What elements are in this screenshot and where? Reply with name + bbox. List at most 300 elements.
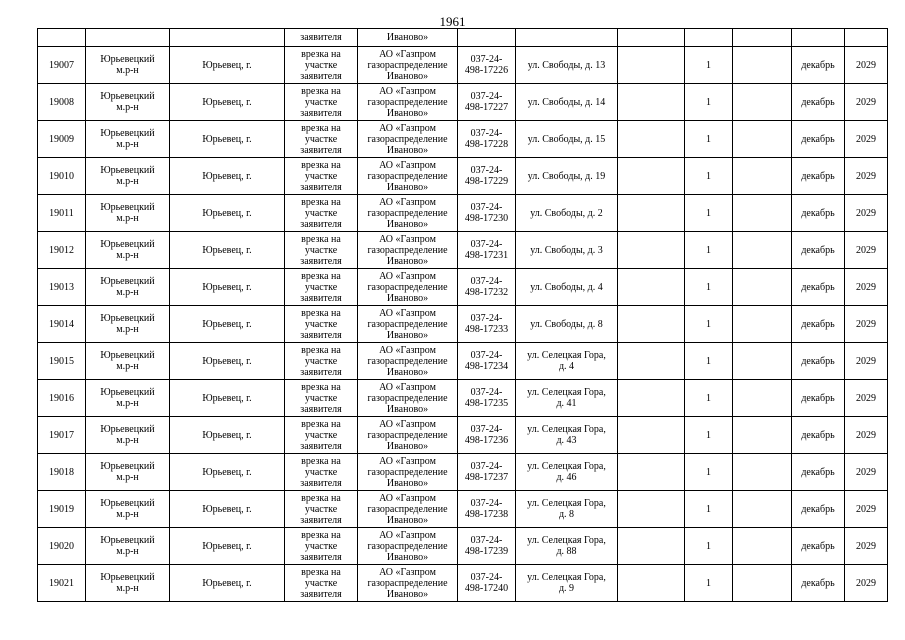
page-number: 1961 (439, 14, 466, 29)
cell-organization-text: АО «Газпром газораспределение Иваново» (367, 196, 448, 230)
cell-settlement-text: Юрьевец, г. (202, 577, 252, 589)
cell-district (86, 269, 170, 306)
cell-month (792, 158, 845, 195)
cell-method-text: врезка на участке заявителя (300, 418, 342, 452)
cell-year-text: 2029 (856, 355, 876, 367)
cell-blank-b (733, 232, 792, 269)
cell-count (685, 343, 733, 380)
cell-id (38, 195, 86, 232)
cell-code-text: 037-24- 498-17235 (464, 387, 509, 409)
cell-organization (358, 84, 458, 121)
cell-month (792, 306, 845, 343)
cell-code-text: 037-24- 498-17232 (464, 276, 509, 298)
cell-method (285, 195, 358, 232)
cell-district-text: Юрьевецкий м.р-н (100, 313, 155, 335)
cell-code-text: 037-24- 498-17229 (464, 165, 509, 187)
cell-code-text: 037-24- 498-17237 (464, 461, 509, 483)
cell-settlement-text: Юрьевец, г. (202, 133, 252, 145)
cell-code-text: 037-24- 498-17231 (464, 239, 509, 261)
cell-method (285, 121, 358, 158)
cell-count-text: 1 (706, 540, 711, 552)
cell-district (86, 195, 170, 232)
cell-id (38, 528, 86, 565)
cell-settlement-text: Юрьевец, г. (202, 429, 252, 441)
cell-blank-a (618, 565, 685, 602)
cell-year (845, 269, 888, 306)
table-row (38, 84, 888, 121)
cell-organization (358, 565, 458, 602)
cell-month-text: декабрь (801, 466, 835, 478)
cell-id-text: 19020 (49, 540, 74, 552)
cell-organization (358, 195, 458, 232)
table-row (38, 269, 888, 306)
cell-settlement (170, 528, 285, 565)
cell-count-text: 1 (706, 281, 711, 293)
cell-code (458, 29, 516, 47)
cell-address-text: ул. Свободы, д. 4 (530, 281, 603, 293)
cell-blank-b (733, 47, 792, 84)
cell-address-text: ул. Свободы, д. 19 (527, 170, 606, 182)
cell-month-text: декабрь (801, 503, 835, 515)
table-row (38, 232, 888, 269)
cell-district-text: Юрьевецкий м.р-н (100, 535, 155, 557)
cell-count (685, 454, 733, 491)
cell-organization-text: АО «Газпром газораспределение Иваново» (367, 307, 448, 341)
cell-organization-text: АО «Газпром газораспределение Иваново» (367, 233, 448, 267)
cell-district-text: Юрьевецкий м.р-н (100, 387, 155, 409)
cell-address (516, 195, 618, 232)
cell-method-text: врезка на участке заявителя (300, 196, 342, 230)
cell-blank-b (733, 380, 792, 417)
cell-year-text: 2029 (856, 318, 876, 330)
cell-settlement-text: Юрьевец, г. (202, 540, 252, 552)
table-row (38, 158, 888, 195)
cell-blank-b (733, 491, 792, 528)
cell-month-text: декабрь (801, 318, 835, 330)
cell-blank-a (618, 195, 685, 232)
cell-month (792, 565, 845, 602)
cell-address (516, 565, 618, 602)
cell-year (845, 491, 888, 528)
cell-method-text: врезка на участке заявителя (300, 307, 342, 341)
cell-month (792, 195, 845, 232)
cell-method (285, 306, 358, 343)
cell-code (458, 491, 516, 528)
cell-count-text: 1 (706, 133, 711, 145)
cell-organization-text: АО «Газпром газораспределение Иваново» (367, 529, 448, 563)
cell-blank-a (618, 343, 685, 380)
cell-count (685, 417, 733, 454)
cell-organization-text: АО «Газпром газораспределение Иваново» (367, 48, 448, 82)
cell-district (86, 380, 170, 417)
cell-id (38, 269, 86, 306)
cell-address (516, 380, 618, 417)
cell-organization-text: АО «Газпром газораспределение Иваново» (367, 344, 448, 378)
cell-blank-b (733, 306, 792, 343)
cell-method (285, 158, 358, 195)
cell-method (285, 84, 358, 121)
cell-year-text: 2029 (856, 392, 876, 404)
cell-code (458, 195, 516, 232)
cell-code (458, 380, 516, 417)
cell-district-text: Юрьевецкий м.р-н (100, 54, 155, 76)
cell-address-text: ул. Селецкая Гора, д. 46 (527, 461, 606, 483)
table-row (38, 454, 888, 491)
cell-code-text: 037-24- 498-17236 (464, 424, 509, 446)
cell-district (86, 158, 170, 195)
cell-month (792, 29, 845, 47)
table-row (38, 121, 888, 158)
cell-code-text: 037-24- 498-17230 (464, 202, 509, 224)
cell-district (86, 565, 170, 602)
cell-address (516, 491, 618, 528)
cell-year (845, 84, 888, 121)
cell-year-text: 2029 (856, 466, 876, 478)
cell-id (38, 306, 86, 343)
cell-address (516, 84, 618, 121)
cell-settlement-text: Юрьевец, г. (202, 392, 252, 404)
cell-organization-text: АО «Газпром газораспределение Иваново» (367, 381, 448, 415)
cell-method-text: врезка на участке заявителя (300, 48, 342, 82)
table-row (38, 306, 888, 343)
cell-year (845, 306, 888, 343)
cell-id (38, 232, 86, 269)
cell-year (845, 29, 888, 47)
cell-district (86, 47, 170, 84)
cell-year (845, 565, 888, 602)
cell-count-text: 1 (706, 170, 711, 182)
cell-organization (358, 47, 458, 84)
cell-method (285, 232, 358, 269)
cell-district (86, 454, 170, 491)
cell-settlement-text: Юрьевец, г. (202, 318, 252, 330)
cell-count (685, 565, 733, 602)
table-row (38, 343, 888, 380)
cell-organization (358, 417, 458, 454)
cell-year (845, 195, 888, 232)
cell-blank-a (618, 121, 685, 158)
cell-organization (358, 528, 458, 565)
cell-year-text: 2029 (856, 244, 876, 256)
cell-address (516, 158, 618, 195)
cell-settlement (170, 454, 285, 491)
cell-organization (358, 121, 458, 158)
cell-month-text: декабрь (801, 207, 835, 219)
cell-blank-b (733, 121, 792, 158)
cell-id (38, 491, 86, 528)
cell-settlement (170, 417, 285, 454)
cell-year-text: 2029 (856, 170, 876, 182)
cell-year (845, 454, 888, 491)
cell-code-text: 037-24- 498-17227 (464, 91, 509, 113)
cell-code (458, 47, 516, 84)
cell-district-text: Юрьевецкий м.р-н (100, 461, 155, 483)
cell-year-text: 2029 (856, 429, 876, 441)
cell-method-text: врезка на участке заявителя (300, 85, 342, 119)
cell-id-text: 19011 (49, 207, 74, 219)
cell-month-text: декабрь (801, 133, 835, 145)
cell-count-text: 1 (706, 318, 711, 330)
cell-address-text: ул. Свободы, д. 13 (527, 59, 606, 71)
cell-count (685, 195, 733, 232)
cell-organization-text: АО «Газпром газораспределение Иваново» (367, 566, 448, 600)
cell-method-text: врезка на участке заявителя (300, 159, 342, 193)
cell-organization (358, 491, 458, 528)
cell-method: заявителя (285, 29, 358, 47)
cell-month-text: декабрь (801, 540, 835, 552)
table-row-continued (38, 29, 888, 47)
cell-count-text: 1 (706, 392, 711, 404)
cell-method-text: врезка на участке заявителя (300, 529, 342, 563)
cell-blank-b (733, 29, 792, 47)
cell-id (38, 380, 86, 417)
cell-blank-a (618, 29, 685, 47)
cell-settlement (170, 195, 285, 232)
cell-code (458, 417, 516, 454)
cell-month (792, 454, 845, 491)
cell-organization (358, 343, 458, 380)
cell-method-text: врезка на участке заявителя (300, 233, 342, 267)
cell-blank-a (618, 380, 685, 417)
cell-blank-b (733, 84, 792, 121)
cell-code-text: 037-24- 498-17239 (464, 535, 509, 557)
cell-address (516, 269, 618, 306)
cell-id-text: 19010 (49, 170, 74, 182)
cell-settlement-text: Юрьевец, г. (202, 207, 252, 219)
table-row (38, 565, 888, 602)
cell-code-text: 037-24- 498-17234 (464, 350, 509, 372)
cell-count (685, 29, 733, 47)
cell-count (685, 528, 733, 565)
cell-year-text: 2029 (856, 133, 876, 145)
cell-settlement (170, 47, 285, 84)
cell-method-text: врезка на участке заявителя (300, 566, 342, 600)
cell-id-text: 19014 (49, 318, 74, 330)
cell-code-text: 037-24- 498-17228 (464, 128, 509, 150)
cell-count (685, 306, 733, 343)
cell-settlement (170, 565, 285, 602)
cell-organization (358, 269, 458, 306)
cell-settlement-text: Юрьевец, г. (202, 244, 252, 256)
cell-method (285, 565, 358, 602)
cell-year-text: 2029 (856, 59, 876, 71)
cell-blank-b (733, 565, 792, 602)
cell-method (285, 269, 358, 306)
cell-method (285, 47, 358, 84)
cell-address-text: ул. Селецкая Гора, д. 9 (527, 572, 606, 594)
cell-code-text: 037-24- 498-17238 (464, 498, 509, 520)
cell-month-text: декабрь (801, 429, 835, 441)
cell-address-text: ул. Селецкая Гора, д. 8 (527, 498, 606, 520)
cell-blank-a (618, 417, 685, 454)
cell-month-text: декабрь (801, 244, 835, 256)
cell-month (792, 491, 845, 528)
table-body (38, 29, 888, 602)
cell-year (845, 343, 888, 380)
cell-blank-a (618, 269, 685, 306)
cell-method-text: врезка на участке заявителя (300, 381, 342, 415)
cell-blank-b (733, 343, 792, 380)
cell-organization (358, 454, 458, 491)
cell-organization-text: АО «Газпром газораспределение Иваново» (367, 418, 448, 452)
cell-settlement-text: Юрьевец, г. (202, 281, 252, 293)
cell-code (458, 565, 516, 602)
cell-method-text: врезка на участке заявителя (300, 492, 342, 526)
table-row (38, 417, 888, 454)
cell-organization (358, 232, 458, 269)
cell-month (792, 47, 845, 84)
cell-organization-text: АО «Газпром газораспределение Иваново» (367, 492, 448, 526)
cell-organization-text: АО «Газпром газораспределение Иваново» (367, 122, 448, 156)
cell-blank-b (733, 454, 792, 491)
cell-year (845, 121, 888, 158)
cell-blank-b (733, 528, 792, 565)
cell-month-text: декабрь (801, 96, 835, 108)
cell-blank-b (733, 158, 792, 195)
cell-id (38, 121, 86, 158)
cell-settlement (170, 158, 285, 195)
cell-address-text: ул. Свободы, д. 8 (530, 318, 603, 330)
cell-method (285, 380, 358, 417)
cell-settlement (170, 29, 285, 47)
cell-district-text: Юрьевецкий м.р-н (100, 202, 155, 224)
cell-district-text: Юрьевецкий м.р-н (100, 424, 155, 446)
cell-district (86, 84, 170, 121)
cell-district-text: Юрьевецкий м.р-н (100, 128, 155, 150)
cell-district-text: Юрьевецкий м.р-н (100, 498, 155, 520)
cell-settlement-text: Юрьевец, г. (202, 355, 252, 367)
cell-count-text: 1 (706, 59, 711, 71)
cell-id-text: 19016 (49, 392, 74, 404)
cell-district-text: Юрьевецкий м.р-н (100, 276, 155, 298)
cell-method (285, 417, 358, 454)
cell-blank-b (733, 269, 792, 306)
table-row (38, 195, 888, 232)
cell-count-text: 1 (706, 503, 711, 515)
cell-code (458, 158, 516, 195)
table-row (38, 47, 888, 84)
cell-blank-a (618, 454, 685, 491)
cell-id (38, 417, 86, 454)
cell-settlement-text: Юрьевец, г. (202, 59, 252, 71)
cell-id-text: 19012 (49, 244, 74, 256)
cell-district-text: Юрьевецкий м.р-н (100, 165, 155, 187)
cell-address (516, 232, 618, 269)
cell-settlement-text: Юрьевец, г. (202, 170, 252, 182)
cell-count-text: 1 (706, 244, 711, 256)
cell-district (86, 232, 170, 269)
cell-method-text: врезка на участке заявителя (300, 344, 342, 378)
cell-count (685, 84, 733, 121)
cell-district-text: Юрьевецкий м.р-н (100, 91, 155, 113)
cell-method-text: врезка на участке заявителя (300, 270, 342, 304)
cell-blank-a (618, 232, 685, 269)
cell-address (516, 528, 618, 565)
cell-id (38, 565, 86, 602)
cell-code (458, 343, 516, 380)
cell-blank-a (618, 158, 685, 195)
cell-id-text: 19017 (49, 429, 74, 441)
cell-address-text: ул. Свободы, д. 3 (530, 244, 603, 256)
cell-code-text: 037-24- 498-17226 (464, 54, 509, 76)
cell-code-text: 037-24- 498-17240 (464, 572, 509, 594)
cell-organization-text: АО «Газпром газораспределение Иваново» (367, 270, 448, 304)
cell-month (792, 380, 845, 417)
cell-blank-a (618, 306, 685, 343)
cell-id-text: 19018 (49, 466, 74, 478)
cell-code (458, 84, 516, 121)
cell-blank-a (618, 528, 685, 565)
cell-month-text: декабрь (801, 577, 835, 589)
cell-year (845, 47, 888, 84)
cell-settlement (170, 491, 285, 528)
cell-year-text: 2029 (856, 540, 876, 552)
cell-district (86, 121, 170, 158)
cell-id (38, 454, 86, 491)
cell-address-text: ул. Селецкая Гора, д. 88 (527, 535, 606, 557)
cell-year-text: 2029 (856, 281, 876, 293)
cell-organization (358, 158, 458, 195)
table-row (38, 491, 888, 528)
cell-month-text: декабрь (801, 170, 835, 182)
cell-year-text: 2029 (856, 96, 876, 108)
cell-organization (358, 380, 458, 417)
cell-year-text: 2029 (856, 503, 876, 515)
cell-address (516, 306, 618, 343)
cell-id (38, 343, 86, 380)
cell-year-text: 2029 (856, 577, 876, 589)
gas-connection-register-table (37, 28, 888, 602)
cell-code (458, 121, 516, 158)
cell-settlement (170, 269, 285, 306)
cell-address-text: ул. Свободы, д. 14 (527, 96, 606, 108)
cell-blank-a (618, 47, 685, 84)
cell-settlement (170, 84, 285, 121)
cell-blank-b (733, 417, 792, 454)
cell-district (86, 343, 170, 380)
cell-blank-a (618, 84, 685, 121)
cell-address-text: ул. Селецкая Гора, д. 4 (527, 350, 606, 372)
cell-address (516, 47, 618, 84)
cell-method (285, 454, 358, 491)
cell-count (685, 269, 733, 306)
cell-code (458, 269, 516, 306)
cell-id-text: 19008 (49, 96, 74, 108)
cell-id-text: 19007 (49, 59, 74, 71)
cell-organization-text: АО «Газпром газораспределение Иваново» (367, 85, 448, 119)
cell-count-text: 1 (706, 577, 711, 589)
cell-district-text: Юрьевецкий м.р-н (100, 350, 155, 372)
cell-address (516, 454, 618, 491)
cell-month (792, 417, 845, 454)
cell-count (685, 121, 733, 158)
cell-settlement-text: Юрьевец, г. (202, 96, 252, 108)
cell-month (792, 84, 845, 121)
cell-organization-text: АО «Газпром газораспределение Иваново» (367, 455, 448, 489)
cell-count-text: 1 (706, 429, 711, 441)
cell-district (86, 306, 170, 343)
cell-year (845, 417, 888, 454)
cell-settlement (170, 232, 285, 269)
cell-district (86, 29, 170, 47)
cell-count-text: 1 (706, 355, 711, 367)
cell-month (792, 269, 845, 306)
cell-address-text: ул. Селецкая Гора, д. 43 (527, 424, 606, 446)
cell-year (845, 528, 888, 565)
cell-year (845, 380, 888, 417)
cell-settlement (170, 343, 285, 380)
cell-organization-text: АО «Газпром газораспределение Иваново» (367, 159, 448, 193)
